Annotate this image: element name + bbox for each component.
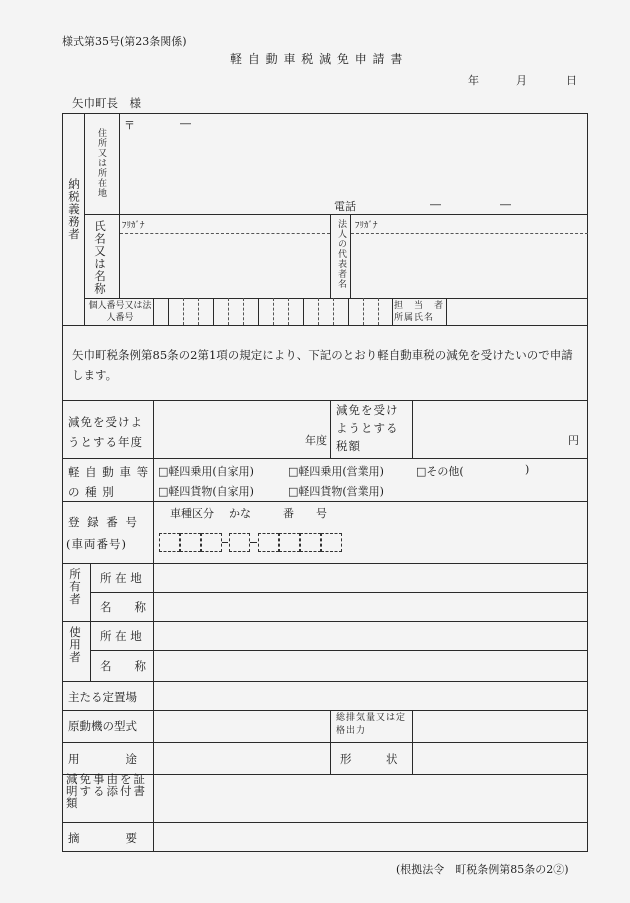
postal-dash: ― (180, 117, 191, 130)
header-class: 車種区分 (170, 507, 214, 520)
plate-class-box-1[interactable] (159, 533, 180, 552)
nendo-label: 年度 (305, 434, 327, 447)
statement-text: 矢巾町税条例第85条の2第1項の規定により、下記のとおり軽自動車税の減免を受けたいので申請します。 (72, 348, 573, 382)
fiscal-year-label: 減免を受けようとする年度 (68, 415, 143, 449)
address-label: 住所又は所在地 (96, 128, 106, 198)
tax-amount-label: 減免を受けようとする税額 (336, 403, 399, 453)
option-kei-cargo-commercial[interactable]: □軽四貨物(営業用) (288, 485, 384, 498)
plate-class-box-3[interactable] (201, 533, 222, 552)
taxpayer-label: 納税義務者 (67, 178, 81, 241)
plate-kana-box[interactable] (229, 533, 250, 552)
plate-class-box-2[interactable] (180, 533, 201, 552)
user-name-label: 名 称 (100, 659, 146, 673)
yen-label: 円 (568, 434, 579, 447)
remarks-label: 摘 要 (68, 831, 137, 845)
vehicle-number-label: (車両番号) (66, 537, 127, 551)
vehicle-type-label: 軽 自 動 車 等 の 種 別 (68, 465, 150, 499)
option-other-close: ) (525, 463, 530, 476)
option-kei-cargo-private[interactable]: □軽四貨物(自家用) (158, 485, 254, 498)
option-other[interactable]: □その他( (416, 465, 464, 478)
usage-label: 用 途 (68, 752, 137, 766)
user-location-label: 所 在 地 (100, 629, 142, 643)
page-title: 軽 自 動 車 税 減 免 申 請 書 (230, 52, 404, 66)
addressee: 矢巾町長 様 (72, 96, 141, 110)
name-label: 氏名又は名称 (93, 220, 107, 295)
documents-label: 減免事由を証明する添付書類 (66, 772, 147, 810)
date-year: 年 (468, 74, 479, 87)
date-day: 日 (566, 74, 577, 87)
phone-dash-2: ― (500, 198, 511, 211)
registration-label: 登 録 番 号 (68, 515, 139, 529)
option-kei-passenger-commercial[interactable]: □軽四乗用(営業用) (288, 465, 384, 478)
plate-number-box-1[interactable] (258, 533, 279, 552)
option-kei-passenger-private[interactable]: □軽四乗用(自家用) (158, 465, 254, 478)
shape-label: 形 状 (340, 752, 398, 766)
owner-location-label: 所 在 地 (100, 571, 142, 585)
engine-model-label: 原動機の型式 (68, 719, 137, 733)
legal-basis: (根拠法令 町税条例第85条の2②) (396, 863, 569, 876)
plate-number-box-4[interactable] (321, 533, 342, 552)
name-furigana[interactable]: ﾌﾘｶﾞﾅ (122, 221, 145, 231)
phone-label: 電話 (334, 200, 356, 213)
owner-label: 所有者 (68, 568, 82, 606)
plate-number-box-2[interactable] (279, 533, 300, 552)
postal-mark: 〒 (124, 119, 135, 132)
date-month: 月 (516, 74, 527, 87)
mynumber-label: 個人番号又は法人番号 (88, 301, 152, 323)
owner-name-label: 名 称 (100, 600, 146, 614)
rep-furigana[interactable]: ﾌﾘｶﾞﾅ (355, 221, 378, 231)
header-number: 番 号 (283, 507, 327, 520)
phone-dash-1: ― (430, 198, 441, 211)
user-label: 使用者 (68, 626, 82, 664)
representative-label: 法人の代表者名 (336, 219, 346, 289)
plate-number-box-3[interactable] (300, 533, 321, 552)
form-id: 様式第35号(第23条関係) (62, 35, 187, 48)
header-kana: かな (229, 507, 251, 520)
displacement-label: 総排気量又は定格出力 (336, 713, 407, 736)
main-storage-label: 主たる定置場 (68, 690, 137, 704)
staff-label: 担 当 者所属氏名 (394, 301, 445, 323)
